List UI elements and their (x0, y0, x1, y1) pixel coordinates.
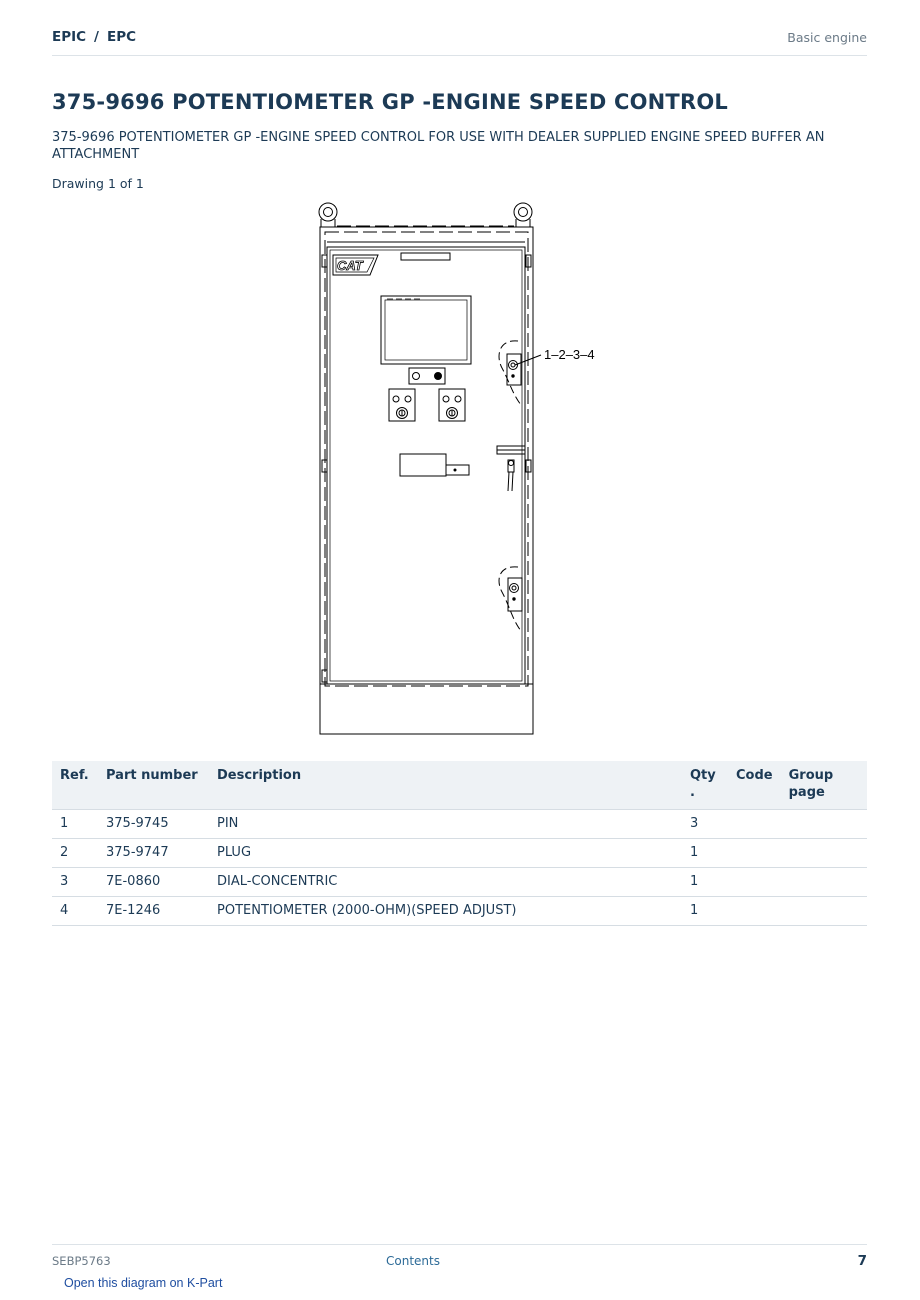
page-footer (52, 1244, 867, 1275)
cell-group-page (781, 839, 867, 868)
page-number: 7 (857, 1253, 867, 1269)
cell-group-page (781, 810, 867, 839)
cell-description: DIAL-CONCENTRIC (209, 868, 682, 897)
cell-description: PLUG (209, 839, 682, 868)
parts-diagram (300, 195, 620, 740)
cell-group-page (781, 868, 867, 897)
table-row (52, 897, 867, 926)
header-code: Code (728, 761, 781, 810)
cell-qty: 3 (682, 810, 728, 839)
lifting-eye-left (319, 203, 337, 227)
table-header-row (52, 761, 867, 810)
cell-part-number: 375-9745 (98, 810, 209, 839)
header-qty: Qty . (682, 761, 728, 810)
table-row (52, 839, 867, 868)
cat-logo: CAT (337, 258, 363, 273)
contents-link[interactable]: Contents (386, 1254, 440, 1268)
callout-label-1-2-3-4[interactable]: 1–2–3–4 (544, 347, 595, 362)
breadcrumb-separator: / (94, 29, 99, 45)
page-title: 375-9696 POTENTIOMETER GP -ENGINE SPEED CONTROL (52, 90, 728, 114)
breadcrumb-item-epic[interactable]: EPIC (52, 29, 87, 45)
header-group-page: Group page (781, 761, 867, 810)
cell-ref: 4 (52, 897, 98, 926)
page-header (52, 28, 867, 56)
cell-part-number: 7E-1246 (98, 897, 209, 926)
cell-ref: 2 (52, 839, 98, 868)
cell-part-number: 375-9747 (98, 839, 209, 868)
cell-code (728, 897, 781, 926)
cell-code (728, 810, 781, 839)
header-part-number: Part number (98, 761, 209, 810)
cell-qty: 1 (682, 868, 728, 897)
lifting-eye-right (514, 203, 532, 227)
cell-description: POTENTIOMETER (2000-OHM)(SPEED ADJUST) (209, 897, 682, 926)
table-row (52, 810, 867, 839)
cell-group-page (781, 897, 867, 926)
document-id: SEBP5763 (52, 1254, 111, 1268)
cell-code (728, 839, 781, 868)
control-panel-drawing (300, 195, 620, 740)
breadcrumb-item-epc[interactable]: EPC (106, 29, 137, 45)
page-subtitle: 375-9696 POTENTIOMETER GP -ENGINE SPEED CONTROL FOR USE WITH DEALER SUPPLIED ENGINE SPEED BUFFER AN ATTACHMENT (52, 130, 825, 162)
cell-ref: 3 (52, 868, 98, 897)
cell-description: PIN (209, 810, 682, 839)
open-in-kpart-link[interactable]: Open this diagram on K-Part (64, 1276, 223, 1290)
cell-ref: 1 (52, 810, 98, 839)
header-ref: Ref. (52, 761, 98, 810)
header-description: Description (209, 761, 682, 810)
table-row (52, 868, 867, 897)
section-name: Basic engine (787, 30, 867, 45)
cell-qty: 1 (682, 897, 728, 926)
parts-table (52, 761, 867, 926)
cell-code (728, 868, 781, 897)
cell-part-number: 7E-0860 (98, 868, 209, 897)
drawing-label: Drawing 1 of 1 (52, 176, 144, 191)
cell-qty: 1 (682, 839, 728, 868)
breadcrumb (52, 29, 136, 45)
